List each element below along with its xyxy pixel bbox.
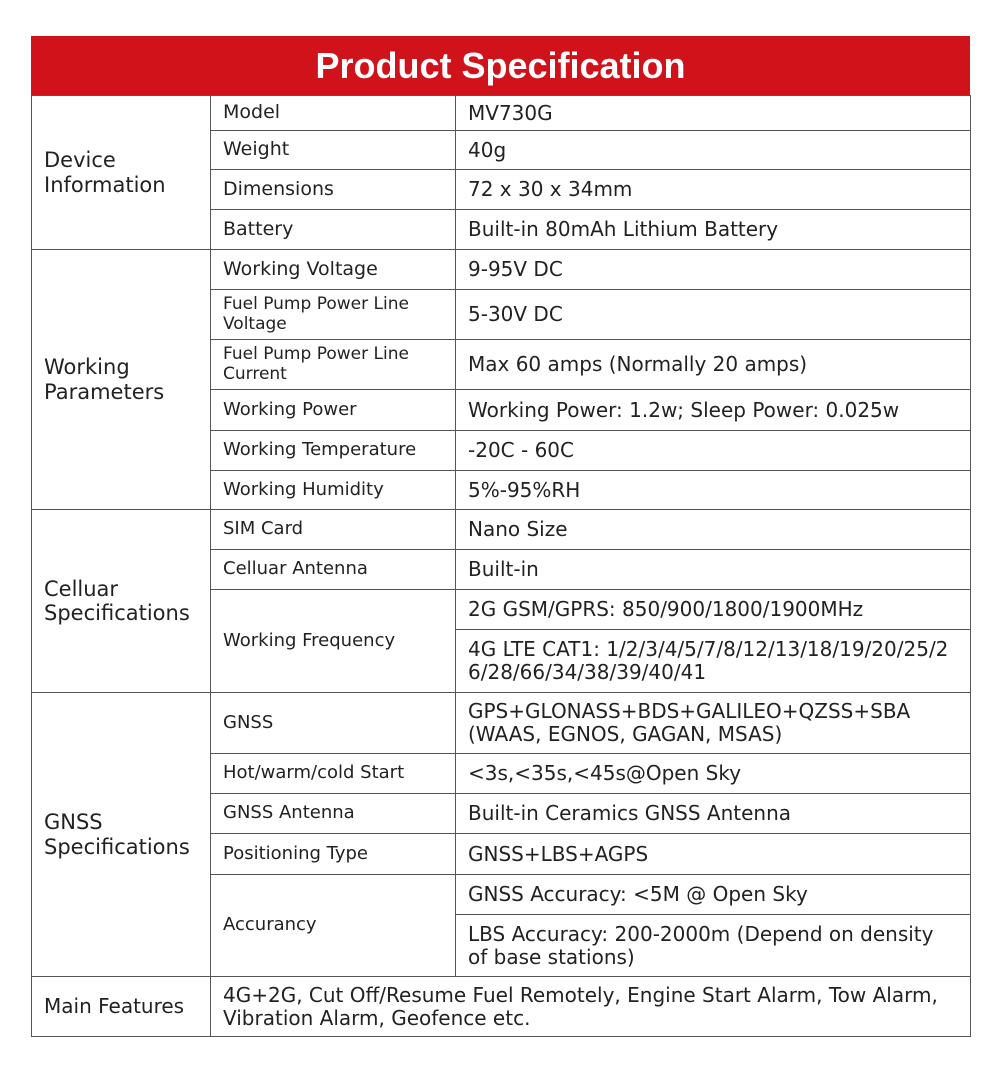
page-title: Product Specification (31, 36, 970, 95)
spec-value: GPS+GLONASS+BDS+GALILEO+QZSS+SBA (WAAS, EGNOS, GAGAN, MSAS) (456, 693, 971, 754)
spec-value: GNSS+LBS+AGPS (456, 834, 971, 875)
spec-value: LBS Accuracy: 200-2000m (Depend on density of base stations) (456, 915, 971, 977)
spec-label: Positioning Type (211, 834, 456, 875)
table-row (32, 693, 971, 754)
spec-label: GNSS (211, 693, 456, 754)
spec-value: 9-95V DC (456, 250, 971, 290)
table-row (32, 250, 971, 290)
spec-value: 4G LTE CAT1: 1/2/3/4/5/7/8/12/13/18/19/20/25/26/28/66/34/38/39/40/41 (456, 630, 971, 693)
spec-value: 4G+2G, Cut Off/Resume Fuel Remotely, Engine Start Alarm, Tow Alarm, Vibration Alarm, Geofence etc. (211, 977, 971, 1037)
spec-label: Accurancy (211, 875, 456, 977)
table-row (32, 96, 971, 131)
spec-value: 72 x 30 x 34mm (456, 170, 971, 210)
spec-label: Working Frequency (211, 590, 456, 693)
spec-value: 5%-95%RH (456, 471, 971, 510)
table-row (32, 977, 971, 1037)
spec-label: Model (211, 96, 456, 131)
spec-label: Fuel Pump Power Line Voltage (211, 290, 456, 340)
spec-value: Built-in Ceramics GNSS Antenna (456, 794, 971, 834)
section-label-cellular: Celluar Specifications (32, 510, 211, 693)
spec-value: Working Power: 1.2w; Sleep Power: 0.025w (456, 390, 971, 431)
section-label-features: Main Features (32, 977, 211, 1037)
spec-value: 2G GSM/GPRS: 850/900/1800/1900MHz (456, 590, 971, 630)
spec-label: Working Temperature (211, 431, 456, 471)
spec-label: Fuel Pump Power Line Current (211, 340, 456, 390)
spec-label: Hot/warm/cold Start (211, 754, 456, 794)
spec-value: 40g (456, 131, 971, 170)
section-label-device: Device Information (32, 96, 211, 250)
section-label-gnss: GNSS Specifications (32, 693, 211, 977)
spec-sheet (31, 36, 970, 1037)
spec-value: -20C - 60C (456, 431, 971, 471)
spec-value: <3s,<35s,<45s@Open Sky (456, 754, 971, 794)
spec-label: SIM Card (211, 510, 456, 550)
spec-label: GNSS Antenna (211, 794, 456, 834)
spec-value: MV730G (456, 96, 971, 131)
spec-label: Celluar Antenna (211, 550, 456, 590)
spec-value: Nano Size (456, 510, 971, 550)
spec-label: Working Voltage (211, 250, 456, 290)
spec-value: 5-30V DC (456, 290, 971, 340)
spec-value: GNSS Accuracy: <5M @ Open Sky (456, 875, 971, 915)
spec-label: Working Power (211, 390, 456, 431)
table-row (32, 510, 971, 550)
section-label-working: Working Parameters (32, 250, 211, 510)
spec-label: Weight (211, 131, 456, 170)
spec-label: Working Humidity (211, 471, 456, 510)
spec-value: Built-in 80mAh Lithium Battery (456, 210, 971, 250)
spec-label: Dimensions (211, 170, 456, 210)
spec-label: Battery (211, 210, 456, 250)
spec-table (31, 95, 971, 1037)
spec-value: Built-in (456, 550, 971, 590)
spec-value: Max 60 amps (Normally 20 amps) (456, 340, 971, 390)
